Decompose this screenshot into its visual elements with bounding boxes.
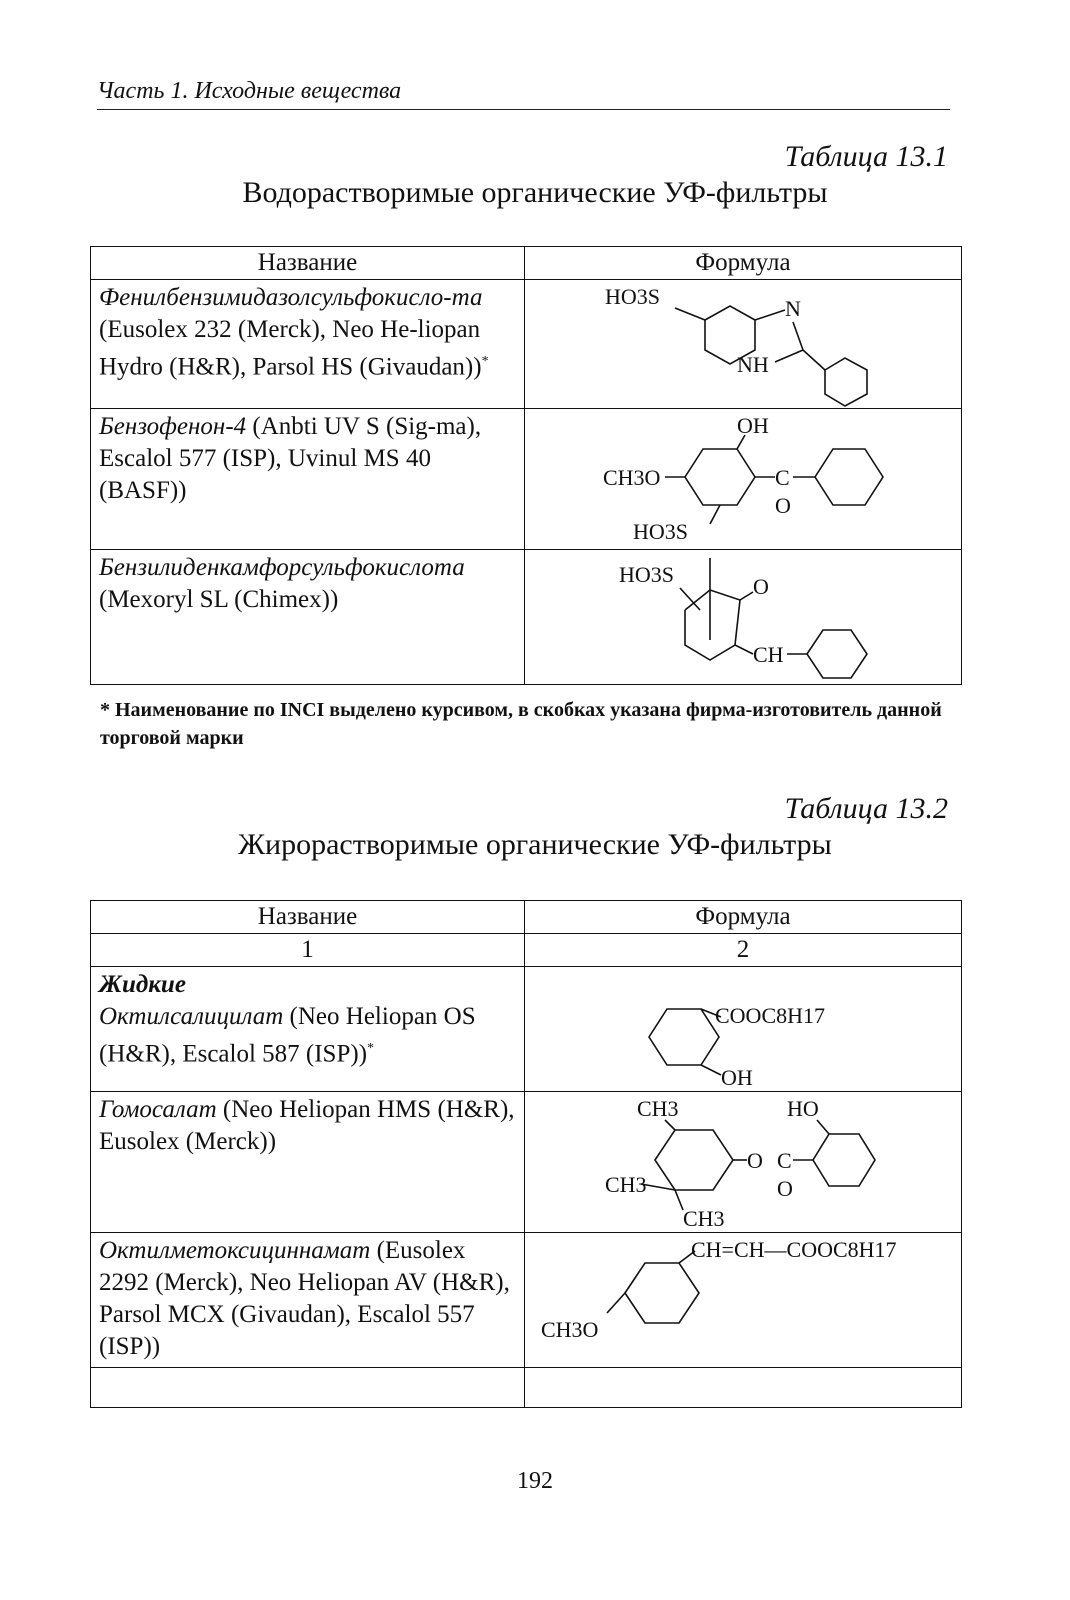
formula-label: HO3S [605,284,661,309]
table2-title: Жирорастворимые органические УФ-фильтры [238,828,832,861]
footnote-mark: * [367,1041,375,1056]
formula-label: HO3S [619,562,675,587]
table2 [90,900,962,1408]
benzimidazole-structure [525,280,961,408]
compound-name [91,1233,525,1368]
inci-name: Гомосалат [99,1096,217,1123]
inci-name: Бензофенон-4 [99,413,247,440]
running-head: Часть 1. Исходные вещества [97,78,950,110]
structural-formula [525,550,962,685]
trade-names: (Mexoryl SL (Chimex)) [99,586,339,613]
structural-formula [525,967,962,1092]
compound-name [91,550,525,685]
formula-label: CH3 [637,1096,679,1121]
table2-number-row [91,934,962,967]
group-label: Жидкие [99,971,186,998]
inci-name: Октилметоксициннамат [99,1237,371,1264]
octylmethoxycinnamate-structure [525,1233,961,1367]
formula-label: CH=CH—COOC8H17 [691,1237,897,1262]
trade-names: (Eusolex 2292 (Merck), Neo Heliopan AV (H&R), Parsol MCX (Givaudan), Escalol 557 (ISP)) [99,1237,510,1360]
empty-cell [91,1368,525,1408]
table2-col-name: Название [91,901,525,934]
table-row [91,1368,962,1408]
table1-number: Таблица 13.1 [784,140,948,173]
table2-header-row [91,901,962,934]
table1-col-formula: Формула [525,247,962,280]
formula-label: CH3 [605,1172,647,1197]
formula-label: NH [737,352,769,377]
formula-label: COOC8H17 [715,1003,826,1028]
trade-names: (Neo Heliopan HMS (H&R), Eusolex (Merck)) [99,1096,515,1155]
inci-name: Фенилбензимидазолсульфокисло-та [99,284,483,311]
table-row [91,1233,962,1368]
table-row [91,1092,962,1233]
octylsalicylate-structure [525,967,961,1091]
table1 [90,246,962,685]
trade-names: (Eusolex 232 (Merck), Neo He-liopan Hydro (H&R), Parsol HS (Givaudan)) [99,316,482,381]
compound-name [91,1092,525,1233]
formula-label: O [753,574,769,599]
empty-cell [525,1368,962,1408]
formula-label: CH3 [683,1206,725,1231]
compound-name [91,280,525,409]
compound-name [91,967,525,1092]
footnote-mark: * [481,354,489,369]
compound-name [91,409,525,550]
formula-label: OH [737,413,769,438]
inci-name: Бензилиденкамфорсульфокислота [99,554,465,581]
table1-header-row [91,247,962,280]
footnote: * Наименование по INCI выделено курсивом, в скобках указана фирма-изготовитель данной торговой марки [100,699,942,749]
table2-number: Таблица 13.2 [784,792,948,825]
table1-col-name: Название [91,247,525,280]
homosalate-structure [525,1092,961,1232]
column-number: 1 [91,934,525,967]
structural-formula [525,409,962,550]
table-row [91,550,962,685]
formula-label: C [777,1148,792,1173]
formula-label: HO [787,1096,819,1121]
structural-formula [525,1233,962,1368]
benzophenone-structure [525,409,961,549]
structural-formula [525,1092,962,1233]
camphor-structure [525,550,961,684]
table1-title: Водорастворимые органические УФ-фильтры [242,176,828,209]
table-row [91,967,962,1092]
table-row [91,280,962,409]
trade-names: (Neo Heliopan OS (H&R), Escalol 587 (ISP)) [99,1003,476,1068]
formula-label: CH3O [541,1317,599,1342]
formula-label: C [775,465,790,490]
trade-names: (Anbti UV S (Sig-ma), Escalol 577 (ISP), Uvinul MS 40 (BASF)) [99,413,482,504]
table2-col-formula: Формула [525,901,962,934]
formula-label: OH [721,1065,753,1090]
formula-label: HO3S [633,519,689,544]
formula-label: CH [753,642,784,667]
formula-label: O [747,1148,763,1173]
page-number: 192 [517,1468,553,1494]
formula-label: O [775,493,791,518]
formula-label: CH3O [603,465,661,490]
column-number: 2 [525,934,962,967]
table-row [91,409,962,550]
formula-label: N [785,296,801,321]
inci-name: Октилсалицилат [99,1003,284,1030]
structural-formula [525,280,962,409]
formula-label: O [777,1176,793,1201]
